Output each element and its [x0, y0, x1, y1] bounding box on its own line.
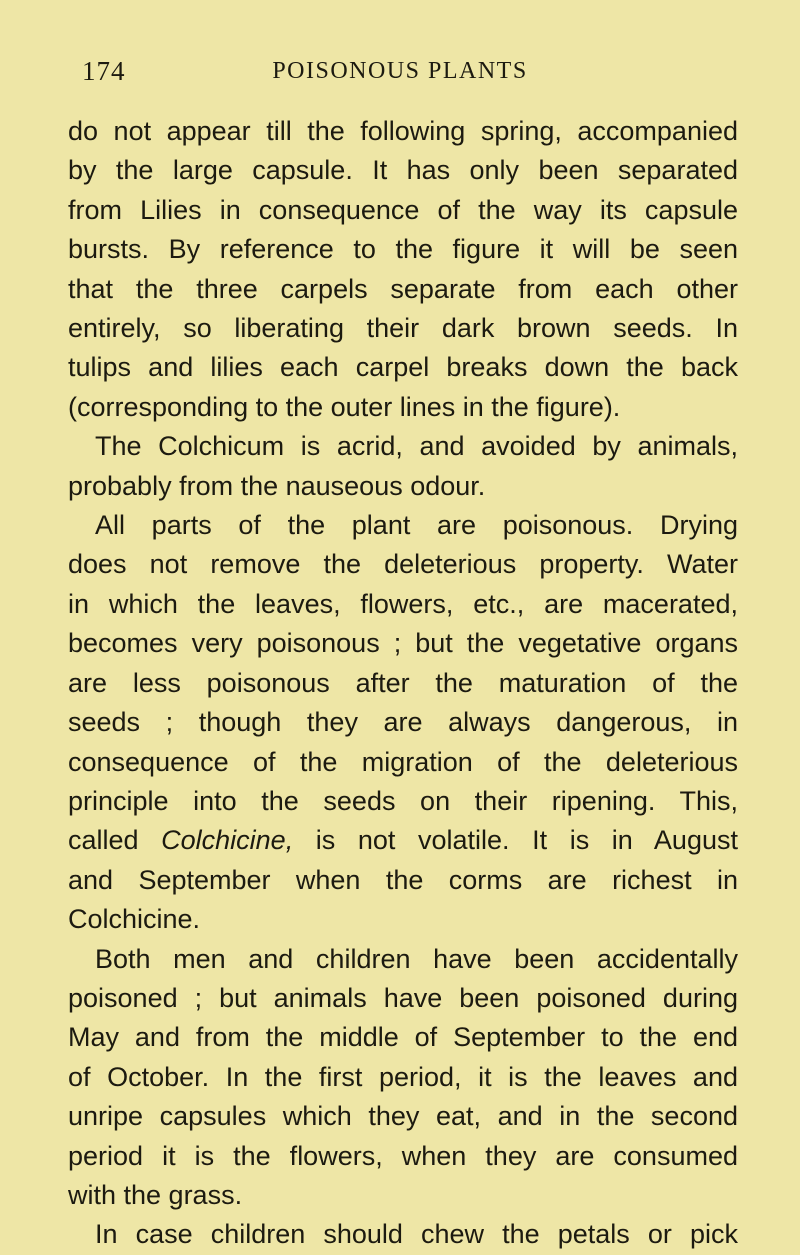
text-line: that the three carpels separate from each other	[68, 273, 738, 304]
text-line: bursts. By reference to the figure it will be seen	[68, 234, 738, 265]
running-head: POISONOUS PLANTS	[272, 58, 528, 84]
text-line: do not appear till the following spring, accompanied	[68, 116, 738, 146]
text-line: does not remove the deleterious property. Water	[68, 549, 738, 580]
text-line: Colchicine.	[68, 904, 201, 935]
text-fragment: is not volatile. It is in August	[315, 825, 738, 856]
body-text	[68, 112, 738, 1255]
text-line: poisoned ; but animals have been poisoned during	[68, 982, 738, 1013]
text-line: of October. In the first period, it is the leaves and	[68, 1061, 738, 1092]
text-line-mixed	[68, 821, 738, 860]
text-line: principle into the seeds on their ripening. This,	[68, 785, 738, 816]
page-number: 174	[82, 56, 126, 86]
text-line: In case children should chew the petals or pick	[95, 1219, 738, 1250]
text-line: All parts of the plant are poisonous. Drying	[95, 510, 738, 541]
text-line: period it is the flowers, when they are consumed	[68, 1140, 738, 1171]
text-line: becomes very poisonous ; but the vegetative organs	[68, 628, 738, 659]
text-line: seeds ; though they are always dangerous, in	[68, 707, 738, 738]
text-line: and September when the corms are richest in	[68, 864, 738, 895]
text-line: are less poisonous after the maturation of the	[68, 667, 738, 698]
text-line: from Lilies in consequence of the way its capsule	[68, 194, 738, 225]
page-header	[0, 56, 800, 96]
text-line: in which the leaves, flowers, etc., are macerated,	[68, 588, 738, 619]
text-line: The Colchicum is acrid, and avoided by animals,	[95, 431, 738, 462]
text-line: by the large capsule. It has only been separated	[68, 155, 738, 186]
text-line: unripe capsules which they eat, and in the second	[68, 1101, 738, 1132]
text-fragment: called	[68, 825, 139, 856]
text-line: entirely, so liberating their dark brown seeds. In	[68, 313, 738, 344]
text-line: with the grass.	[68, 1179, 243, 1210]
text-line: tulips and lilies each carpel breaks down the back	[68, 352, 738, 383]
text-line: consequence of the migration of the deleterious	[68, 746, 738, 777]
text-line: Both men and children have been accidentally	[95, 943, 738, 974]
text-line: probably from the nauseous odour.	[68, 470, 486, 501]
text-line: May and from the middle of September to the end	[68, 1022, 738, 1053]
italic-term: Colchicine,	[161, 825, 294, 856]
text-line: (corresponding to the outer lines in the figure).	[68, 391, 621, 422]
